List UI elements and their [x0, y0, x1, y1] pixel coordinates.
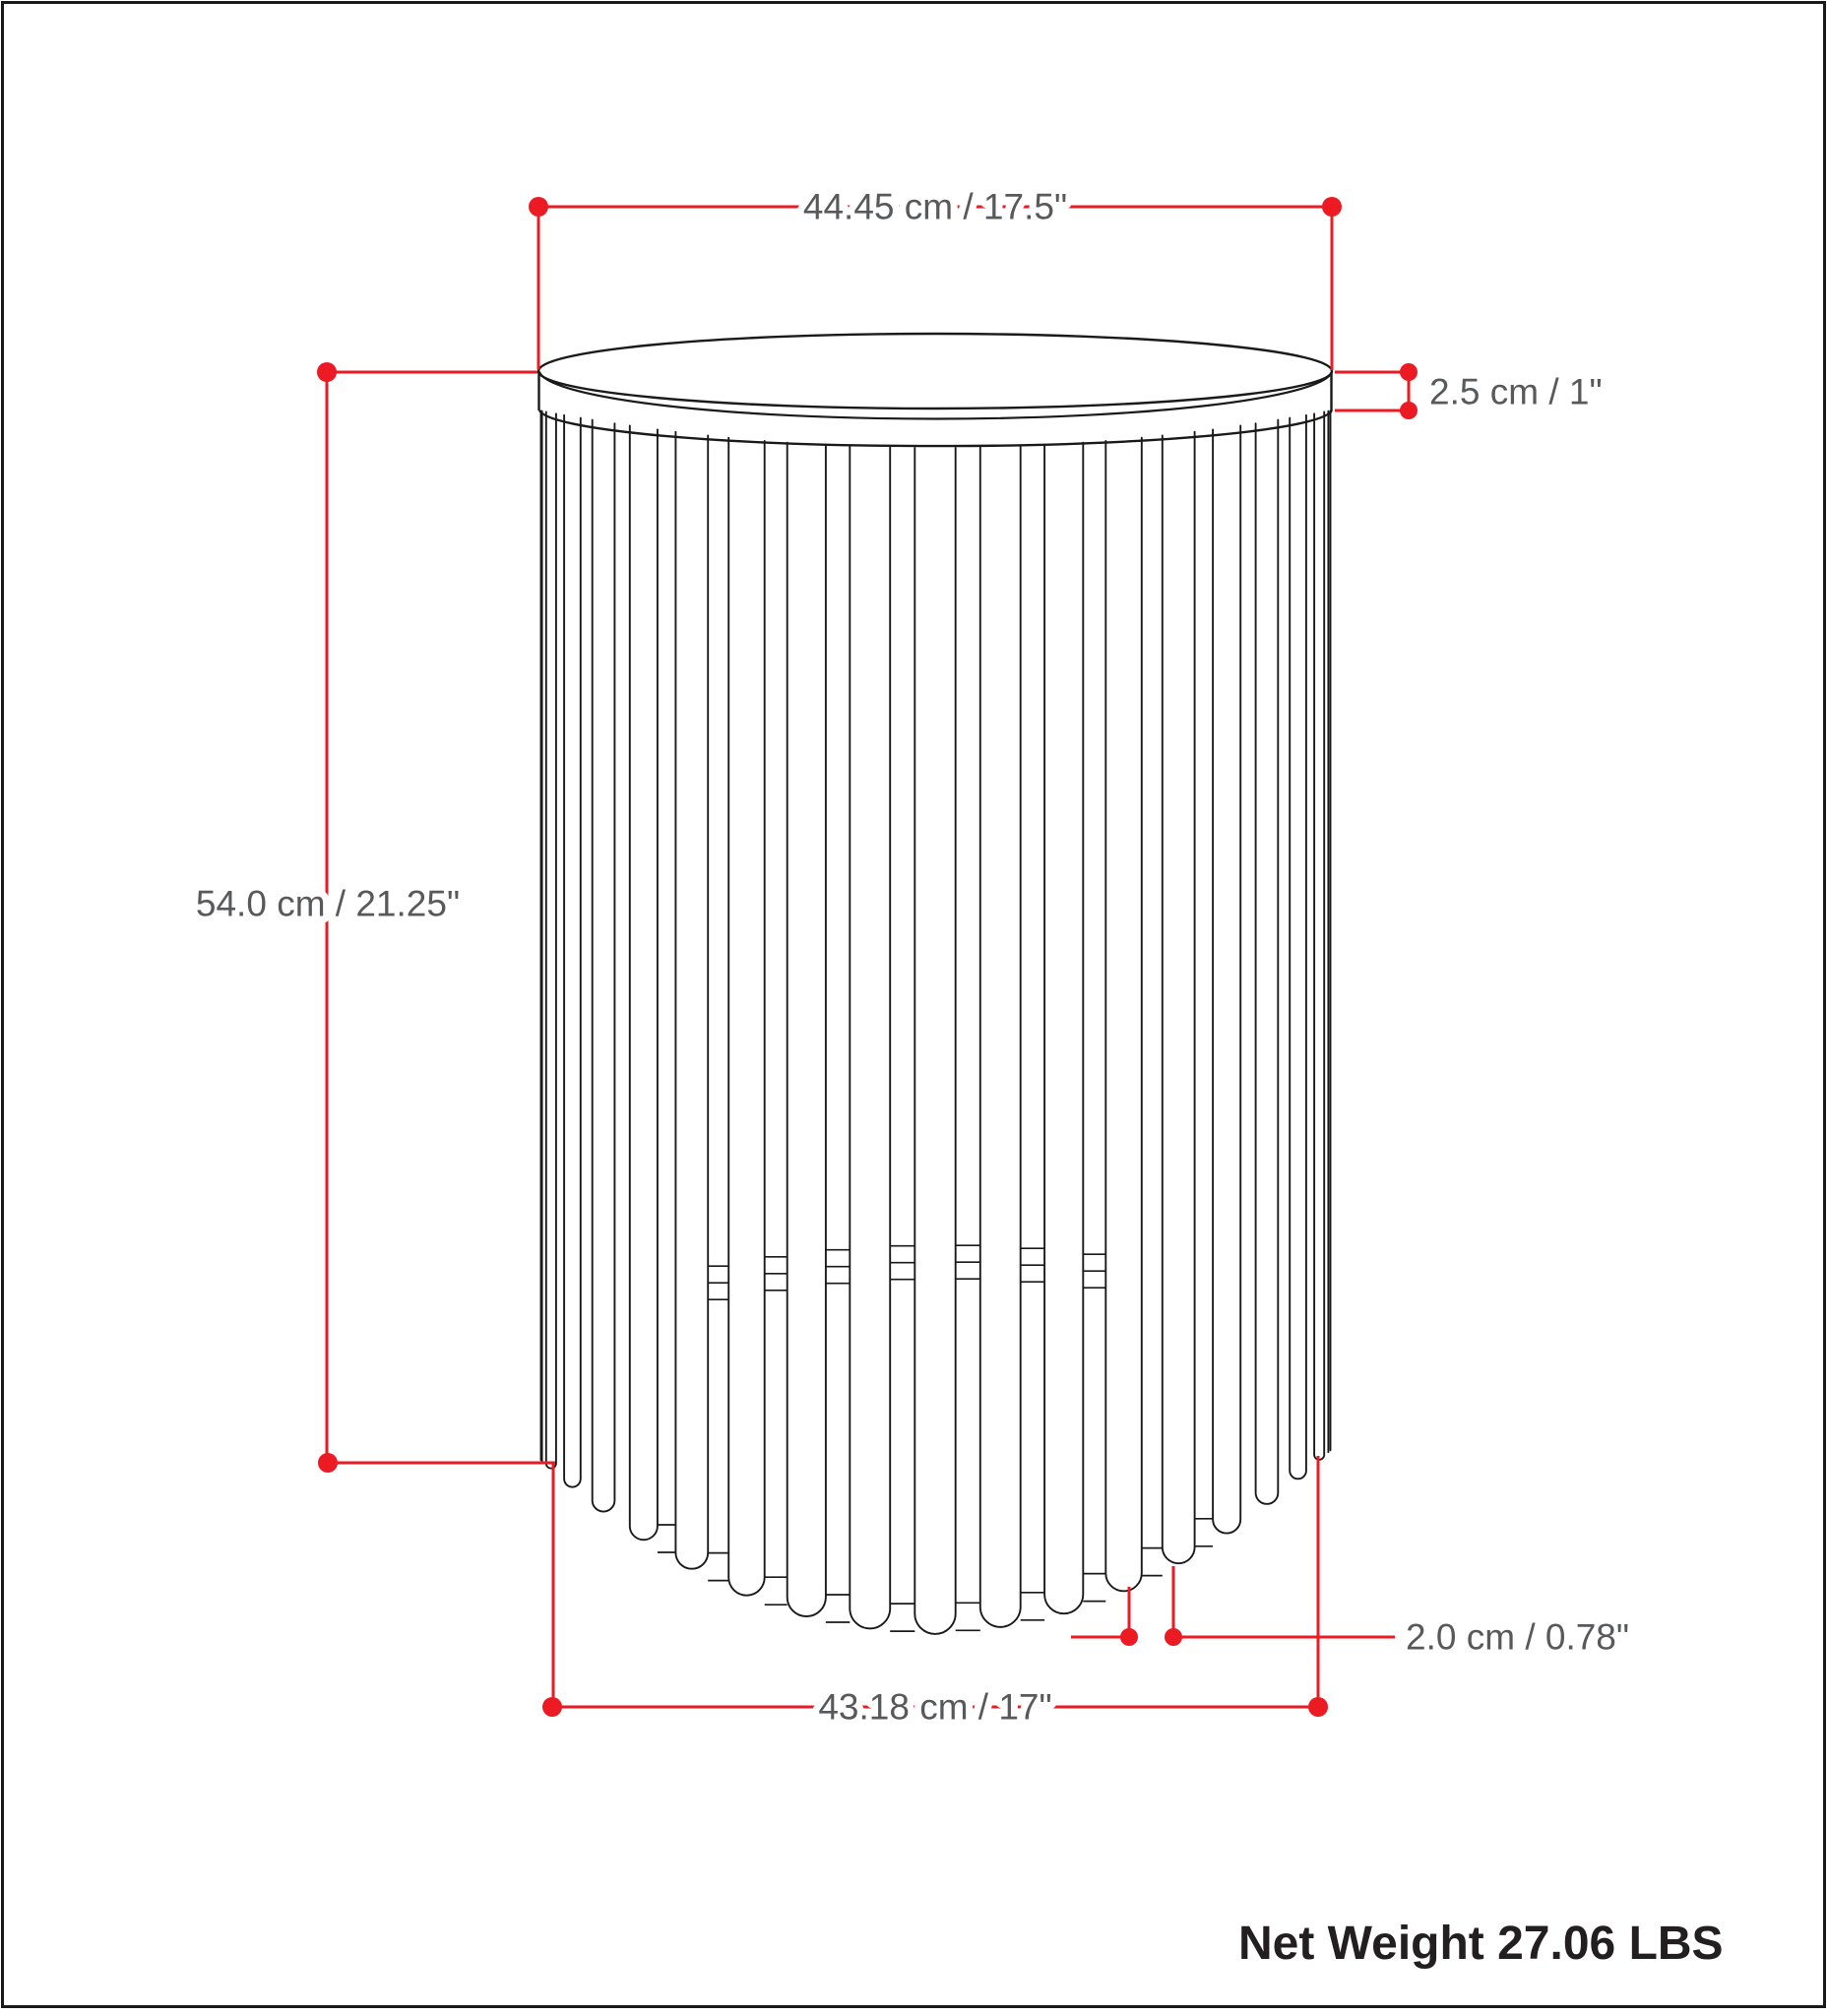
- thickness-dot-upper: [1400, 363, 1418, 381]
- thickness-dot-lower: [1400, 402, 1418, 419]
- base-width-dot-right: [1308, 1697, 1328, 1717]
- top-thickness-label: 2.5 cm / 1": [1429, 371, 1603, 412]
- back-rail-ticks: [708, 1245, 1105, 1299]
- slat-thickness-dot-left: [1120, 1628, 1138, 1646]
- dim-top-thickness: [1335, 363, 1603, 419]
- dim-top-width: [529, 187, 1342, 371]
- tabletop-top-ellipse: [538, 334, 1332, 409]
- slat-cage: [541, 410, 1331, 1634]
- slat-thickness-dot-right: [1165, 1628, 1182, 1646]
- base-width-dot-left: [542, 1697, 562, 1717]
- top-width-dot-left: [529, 197, 548, 217]
- slat-thickness-label: 2.0 cm / 0.78": [1406, 1616, 1630, 1658]
- height-dot-top: [317, 362, 337, 382]
- height-dot-bottom: [318, 1453, 338, 1473]
- base-width-label: 43.18 cm / 17": [818, 1686, 1052, 1728]
- dim-height: [196, 362, 555, 1707]
- height-label: 54.0 cm / 21.25": [195, 883, 461, 924]
- dim-base-width: [542, 1456, 1328, 1728]
- dim-slat-thickness: [1071, 1566, 1629, 1658]
- tabletop-bevel-arc: [539, 372, 1332, 419]
- net-weight-label: Net Weight 27.06 LBS: [1238, 1918, 1724, 1970]
- top-width-label: 44.45 cm / 17.5": [802, 186, 1068, 227]
- top-width-dot-right: [1322, 197, 1342, 217]
- table-drawing: [538, 334, 1332, 1634]
